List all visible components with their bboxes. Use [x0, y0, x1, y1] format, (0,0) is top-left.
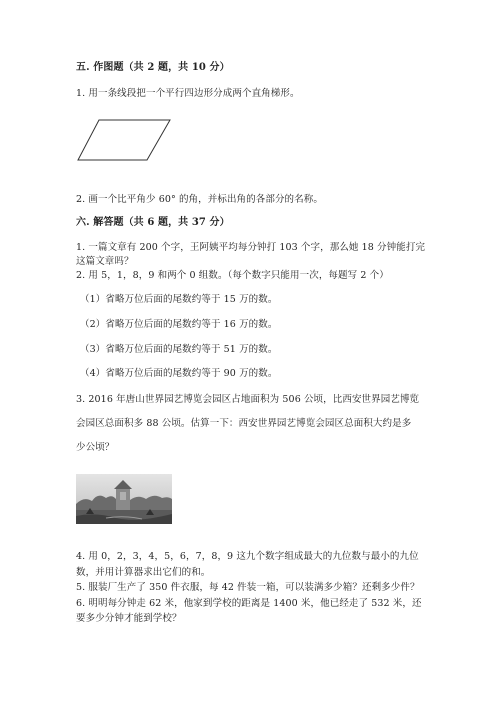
section-6-question-6-line-2: 要多少分钟才能到学校？: [76, 613, 182, 624]
section-6-question-2: 2. 用 5，1，8，9 和两个 0 组数。（每个数字只能用一次，每题写 2 个）: [76, 270, 389, 281]
section-6-question-3-line-3: 少公顷？: [76, 442, 115, 453]
section-6-question-3-line-1: 3. 2016 年唐山世界园艺博览会园区占地面积为 506 公顷，比西安世界园艺博览: [76, 394, 420, 405]
section-6-question-1-line-1: 1. 一篇文章有 200 个字，王阿姨平均每分钟打 103 个字，那么她 18 分钟能打完: [76, 242, 426, 253]
section-6-question-2-part-1: （1）省略万位后面的尾数约等于 15 万的数。: [80, 294, 278, 305]
section-5-question-2: 2. 画一个比平角少 60° 的角，并标出角的各部分的名称。: [76, 194, 323, 205]
section-6-question-6-line-1: 6. 明明每分钟走 62 米，他家到学校的距离是 1400 米，他已经走了 532 米，还: [76, 598, 422, 609]
garden-expo-photo: [76, 474, 172, 524]
section-5-heading: 五. 作图题（共 2 题，共 10 分）: [76, 62, 230, 73]
section-6-question-2-part-4: （4）省略万位后面的尾数约等于 90 万的数。: [80, 368, 278, 379]
section-6-question-2-part-2: （2）省略万位后面的尾数约等于 16 万的数。: [80, 319, 278, 330]
section-5-question-1: 1. 用一条线段把一个平行四边形分成两个直角梯形。: [76, 88, 300, 99]
section-6-question-4-line-1: 4. 用 0，2，3，4，5，6，7，8，9 这九个数字组成最大的九位数与最小的九位: [76, 551, 419, 562]
section-6-question-5: 5. 服装厂生产了 350 件衣服，每 42 件装一箱，可以装满多少箱？还剩多少件？: [76, 582, 420, 593]
section-6-question-2-part-3: （3）省略万位后面的尾数约等于 51 万的数。: [80, 344, 278, 355]
section-6-question-3-line-2: 会园区总面积多 88 公顷。估算一下：西安世界园艺博览会园区总面积大约是多: [76, 418, 412, 429]
parallelogram-figure: [76, 117, 172, 163]
section-6-question-4-line-2: 数，并用计算器求出它们的和。: [76, 567, 211, 578]
section-6-question-1-line-2: 这篇文章吗？: [76, 256, 134, 267]
section-6-heading: 六. 解答题（共 6 题，共 37 分）: [76, 217, 230, 228]
